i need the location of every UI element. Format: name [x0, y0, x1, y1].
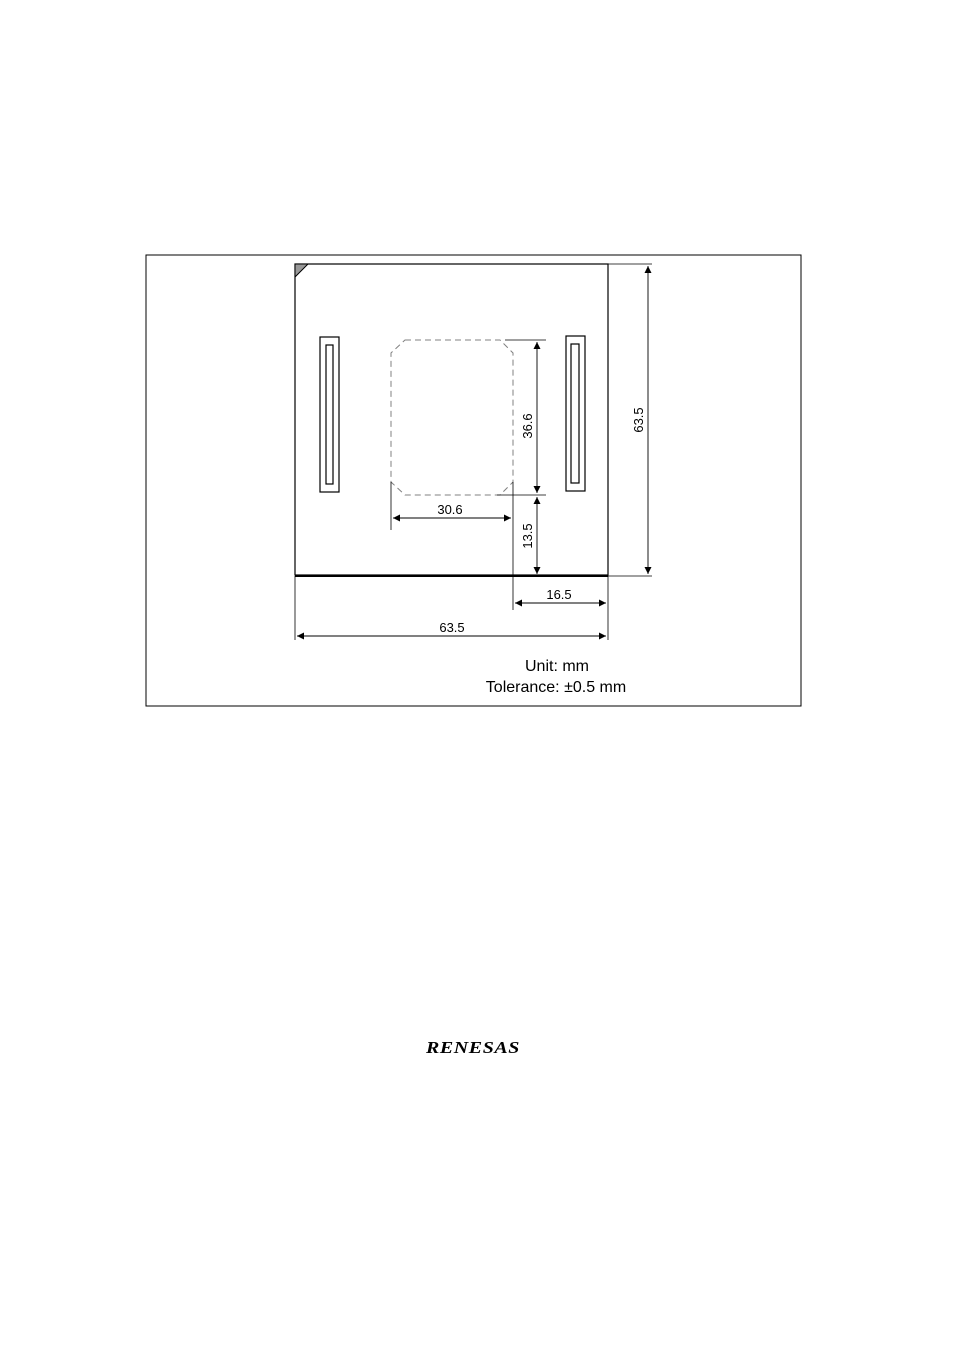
unit-note: Unit: mm [525, 658, 589, 675]
figure-frame [146, 255, 801, 706]
renesas-logo-text: RENESAS [424, 1038, 520, 1057]
dim-ic-bottom-offset-label: 13.5 [520, 523, 535, 549]
corner-marker-icon [295, 264, 308, 277]
board-outline [295, 264, 608, 575]
ic-footprint-outline [391, 340, 513, 495]
dim-ic-right-offset-label: 16.5 [546, 587, 572, 602]
dim-ic-height-label: 36.6 [520, 413, 535, 439]
dimension-lines [297, 266, 648, 636]
dim-board-height-label: 63.5 [631, 407, 646, 433]
right-connector [566, 336, 585, 491]
left-connector [320, 337, 339, 492]
dim-ic-width-label: 30.6 [437, 502, 463, 517]
tolerance-note: Tolerance: ±0.5 mm [485, 679, 627, 696]
extension-lines [295, 264, 652, 640]
dim-board-width-label: 63.5 [439, 620, 465, 635]
renesas-logo [425, 1038, 520, 1057]
